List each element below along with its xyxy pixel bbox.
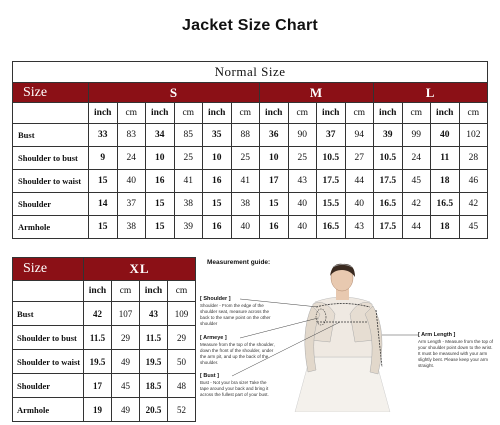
measurement-guide-title: Measurement guide:: [207, 259, 271, 266]
table-cell: 18: [431, 216, 460, 239]
table-cell: 41: [174, 170, 203, 193]
table-cell: 16.5: [374, 193, 403, 216]
size-m-header: M: [260, 83, 374, 103]
row-label: Shoulder to waist: [13, 170, 89, 193]
table-cell: 49: [112, 350, 140, 374]
table-cell: 40: [288, 193, 317, 216]
size-s-header: S: [89, 83, 260, 103]
unit-cell: inch: [146, 103, 175, 124]
table-cell: 46: [459, 170, 488, 193]
shoulder-heading: [ Shoulder ]: [200, 296, 231, 302]
table-cell: 19.5: [140, 350, 168, 374]
unit-cell: cm: [459, 103, 488, 124]
table-cell: 14: [89, 193, 118, 216]
table-cell: 29: [168, 326, 196, 350]
table-cell: 16.5: [431, 193, 460, 216]
table-cell: 88: [231, 124, 260, 147]
table-cell: 48: [168, 374, 196, 398]
row-label: Shoulder to bust: [13, 147, 89, 170]
table-cell: 39: [174, 216, 203, 239]
table-cell: 17.5: [374, 216, 403, 239]
group-label: Normal Size: [13, 62, 488, 83]
unit-cell: inch: [260, 103, 289, 124]
table-cell: 49: [112, 398, 140, 422]
bust-heading: [ Bust ]: [200, 373, 219, 379]
table-cell: 19: [84, 398, 112, 422]
table-cell: 40: [288, 216, 317, 239]
row-label: Shoulder: [13, 374, 84, 398]
unit-cell: cm: [288, 103, 317, 124]
table-cell: 15: [203, 193, 232, 216]
unit-cell: cm: [345, 103, 374, 124]
unit-cell: cm: [112, 281, 140, 302]
table-cell: 15: [146, 193, 175, 216]
table-cell: 50: [168, 350, 196, 374]
table-cell: 40: [117, 170, 146, 193]
table-cell: 35: [203, 124, 232, 147]
table-cell: 40: [231, 216, 260, 239]
table-cell: 10.5: [317, 147, 346, 170]
table-cell: 17.5: [317, 170, 346, 193]
unit-cell: cm: [174, 103, 203, 124]
table-cell: 38: [231, 193, 260, 216]
table-cell: 15.5: [317, 193, 346, 216]
table-cell: 40: [345, 193, 374, 216]
table-cell: 16: [203, 216, 232, 239]
unit-cell: cm: [402, 103, 431, 124]
armeye-heading: [ Armeye ]: [200, 335, 227, 341]
table-cell: 11: [431, 147, 460, 170]
table-cell: 43: [345, 216, 374, 239]
table-cell: 44: [402, 216, 431, 239]
table-cell: 16.5: [317, 216, 346, 239]
table-cell: 17.5: [374, 170, 403, 193]
row-label: Shoulder to bust: [13, 326, 84, 350]
table-cell: 36: [260, 124, 289, 147]
row-label: Armhole: [13, 398, 84, 422]
table-cell: 18.5: [140, 374, 168, 398]
unit-cell: cm: [231, 103, 260, 124]
table-cell: 15: [89, 170, 118, 193]
table-cell: 39: [374, 124, 403, 147]
table-cell: 43: [140, 302, 168, 326]
table-cell: 38: [174, 193, 203, 216]
table-cell: 15: [146, 216, 175, 239]
unit-cell: inch: [374, 103, 403, 124]
table-cell: 37: [317, 124, 346, 147]
unit-cell: inch: [140, 281, 168, 302]
row-label: Armhole: [13, 216, 89, 239]
table-cell: 17: [260, 170, 289, 193]
table-cell: 25: [288, 147, 317, 170]
table-cell: 42: [84, 302, 112, 326]
table-cell: 16: [146, 170, 175, 193]
table-cell: 37: [117, 193, 146, 216]
table-cell: 40: [431, 124, 460, 147]
arm-length-heading: [ Arm Length ]: [418, 332, 456, 338]
arm-length-text: Arm Length - Measure from the top of your shoulder point down to the wrist. It must be measured with your arm slightly bent. Please keep your arm straight.: [418, 339, 494, 368]
table-cell: 90: [288, 124, 317, 147]
size-column-header: Size: [13, 258, 84, 281]
table-cell: 102: [459, 124, 488, 147]
size-column-header: Size: [13, 83, 89, 103]
table-cell: 94: [345, 124, 374, 147]
unit-cell: inch: [84, 281, 112, 302]
unit-cell: inch: [203, 103, 232, 124]
table-cell: 42: [402, 193, 431, 216]
table-cell: 16: [260, 216, 289, 239]
size-l-header: L: [374, 83, 488, 103]
table-cell: 16: [203, 170, 232, 193]
armeye-text: Measure from the top of the shoulder, down the front of the shoulder, under the arm pit, and up the back of the shoulder.: [200, 342, 275, 365]
table-cell: 42: [459, 193, 488, 216]
table-cell: 107: [112, 302, 140, 326]
table-cell: 43: [288, 170, 317, 193]
table-cell: 10: [203, 147, 232, 170]
table-cell: 109: [168, 302, 196, 326]
unit-cell: inch: [431, 103, 460, 124]
table-cell: 83: [117, 124, 146, 147]
table-cell: 52: [168, 398, 196, 422]
table-cell: 19.5: [84, 350, 112, 374]
table-cell: 45: [402, 170, 431, 193]
table-cell: 25: [231, 147, 260, 170]
table-cell: 44: [345, 170, 374, 193]
table-cell: 15: [260, 193, 289, 216]
unit-cell: inch: [89, 103, 118, 124]
table-cell: 11.5: [140, 326, 168, 350]
size-xl-header: XL: [84, 258, 196, 281]
table-cell: 38: [117, 216, 146, 239]
table-cell: 25: [174, 147, 203, 170]
table-cell: 20.5: [140, 398, 168, 422]
table-cell: 24: [402, 147, 431, 170]
row-label: Shoulder to waist: [13, 350, 84, 374]
row-label: Bust: [13, 124, 89, 147]
unit-cell: cm: [117, 103, 146, 124]
table-cell: 85: [174, 124, 203, 147]
table-cell: 45: [459, 216, 488, 239]
table-cell: 24: [117, 147, 146, 170]
table-cell: 41: [231, 170, 260, 193]
table-cell: 10: [146, 147, 175, 170]
table-cell: 33: [89, 124, 118, 147]
table-cell: 10: [260, 147, 289, 170]
unit-cell: cm: [168, 281, 196, 302]
table-cell: 45: [112, 374, 140, 398]
table-cell: 18: [431, 170, 460, 193]
unit-cell: inch: [317, 103, 346, 124]
table-cell: 99: [402, 124, 431, 147]
table-cell: 10.5: [374, 147, 403, 170]
page-title: Jacket Size Chart: [182, 17, 318, 34]
table-cell: 34: [146, 124, 175, 147]
row-label: Shoulder: [13, 193, 89, 216]
table-cell: 9: [89, 147, 118, 170]
table-cell: 29: [112, 326, 140, 350]
row-label: Bust: [13, 302, 84, 326]
table-cell: 28: [459, 147, 488, 170]
table-cell: 11.5: [84, 326, 112, 350]
shoulder-text: Shoulder - From the edge of the shoulder seat, measure across the back to the same point on the other shoulder: [200, 303, 271, 326]
table-cell: 17: [84, 374, 112, 398]
table-cell: 15: [89, 216, 118, 239]
bust-text: Bust - Not your bra size! Take the tape around your back and bring it across the fullest part of your bust.: [200, 380, 269, 397]
table-cell: 27: [345, 147, 374, 170]
